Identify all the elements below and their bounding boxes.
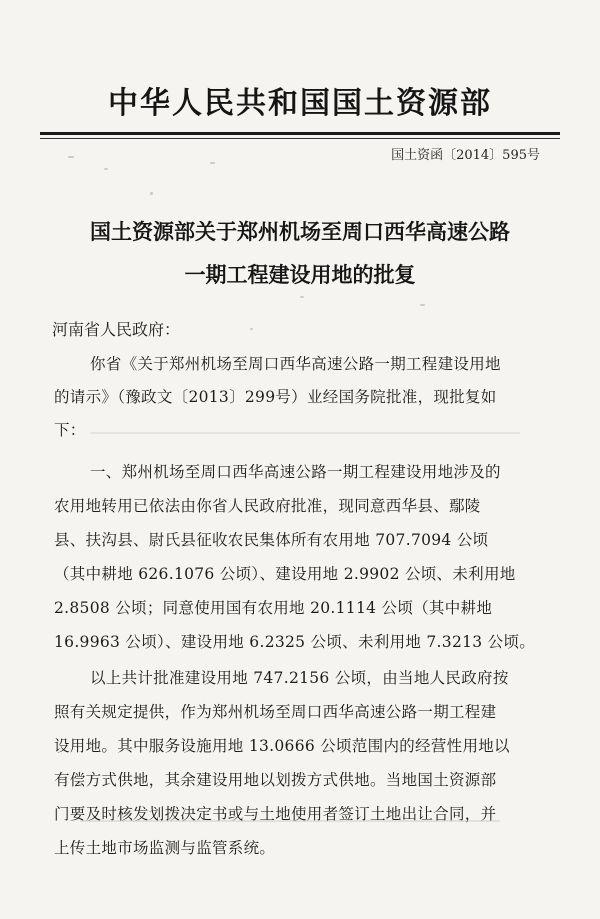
- scan-speck: [210, 162, 215, 164]
- scan-speck: [150, 192, 153, 195]
- body-line: （其中耕地 626.1076 公顷）、建设用地 2.9902 公顷、未利用地: [54, 565, 516, 583]
- document-title-line-1: 国土资源部关于郑州机场至周口西华高速公路: [90, 219, 510, 244]
- header-rule: [40, 132, 560, 135]
- body-line: 你省《关于郑州机场至周口西华高速公路一期工程建设用地: [90, 355, 501, 373]
- body-line: 县、扶沟县、尉氏县征收农民集体所有农用地 707.7094 公顷: [54, 531, 489, 549]
- body-line: 照有关规定提供，作为郑州机场至周口西华高速公路一期工程建: [54, 703, 497, 721]
- body-line: 2.8508 公顷；同意使用国有农用地 20.1114 公顷（其中耕地: [54, 599, 493, 617]
- scan-speck: [300, 296, 304, 298]
- body-line: 上传土地市场监测与监管系统。: [54, 839, 276, 857]
- document-number: 国土资函〔2014〕595号: [391, 148, 540, 163]
- body-line: 的请示》（豫政文〔2013〕299号）业经国务院批准，现批复如: [54, 388, 497, 406]
- scan-speck: [90, 432, 520, 434]
- scan-speck: [420, 304, 425, 306]
- ministry-header: 中华人民共和国国土资源部: [108, 86, 492, 121]
- body-line: 设用地。其中服务设施用地 13.0666 公顷范围内的经营性用地以: [54, 737, 510, 755]
- salutation: 河南省人民政府：: [52, 320, 181, 339]
- body-line: 门要及时核发划拨决定书或与土地使用者签订土地出让合同，并: [54, 805, 497, 823]
- header-rule-thin: [40, 138, 560, 139]
- scan-speck: [250, 328, 253, 330]
- body-line: 农用地转用已依法由你省人民政府批准，现同意西华县、鄢陵: [54, 497, 481, 515]
- document-title-line-2: 一期工程建设用地的批复: [184, 262, 416, 287]
- body-line: 16.9963 公顷）、建设用地 6.2325 公顷、未利用地 7.3213 公顷。: [54, 633, 536, 651]
- body-line: 一、郑州机场至周口西华高速公路一期工程建设用地涉及的: [90, 463, 501, 481]
- body-line: 下：: [54, 421, 86, 439]
- scan-speck: [104, 168, 108, 170]
- body-line: 有偿方式供地，其余建设用地以划拨方式供地。当地国土资源部: [54, 771, 497, 789]
- scan-speck: [68, 156, 74, 158]
- body-line: 以上共计批准建设用地 747.2156 公顷，由当地人民政府按: [90, 669, 509, 687]
